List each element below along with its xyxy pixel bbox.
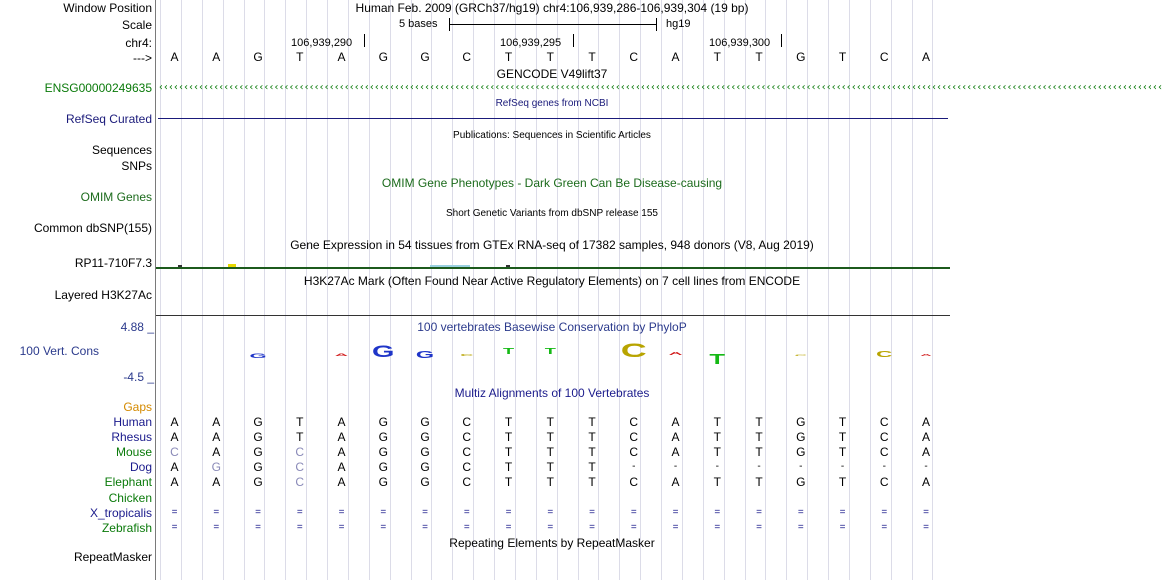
assembly-text: hg19	[666, 18, 691, 30]
logo-letter: C	[460, 353, 474, 357]
gaps-label[interactable]: Gaps	[123, 400, 152, 414]
alignment-base: =	[338, 521, 345, 533]
logo-letter: T	[709, 351, 726, 368]
coord-label: 106,939,290	[291, 37, 353, 49]
alignment-base: T	[755, 430, 763, 445]
logo-letter: C	[876, 349, 893, 359]
alignment-base: A	[921, 475, 930, 490]
publications-track-title: Publications: Sequences in Scientific Articles	[453, 130, 651, 141]
dna-base: T	[504, 50, 513, 64]
alignment-base: =	[630, 506, 637, 518]
alignment-base: G	[420, 445, 430, 460]
dna-base: T	[546, 50, 554, 64]
alignment-base: A	[671, 475, 680, 490]
alignment-base: T	[546, 415, 554, 429]
alignment-base: C	[879, 445, 889, 460]
omim-label[interactable]: OMIM Genes	[80, 190, 152, 204]
repeatmasker-label[interactable]: RepeatMasker	[73, 550, 152, 564]
h3k27ac-label[interactable]: Layered H3K27Ac	[54, 288, 152, 302]
refseq-gene-model[interactable]	[158, 118, 948, 119]
alignment-base: G	[378, 415, 388, 429]
alignment-base: T	[296, 415, 304, 429]
alignment-base: T	[504, 460, 513, 475]
alignment-base: C	[879, 475, 889, 490]
alignment-base: =	[505, 506, 512, 518]
scale-label: Scale	[121, 18, 152, 32]
alignment-base: =	[213, 521, 220, 533]
alignment-base: =	[547, 521, 554, 533]
alignment-base: G	[796, 475, 806, 490]
alignment-base: G	[420, 415, 430, 429]
alignment-base: T	[755, 415, 763, 429]
alignment-base: =	[797, 506, 804, 518]
alignment-base: =	[923, 506, 929, 518]
alignment-base: T	[713, 445, 721, 460]
alignment-base: A	[671, 430, 680, 445]
alignment-base: A	[921, 430, 930, 445]
alignment-base: T	[546, 430, 554, 445]
alignment-base: T	[713, 415, 721, 429]
alignment-base: A	[170, 475, 179, 490]
alignment-base: T	[504, 430, 513, 445]
alignment-base: C	[462, 460, 472, 475]
alignment-base: =	[171, 506, 178, 518]
cons-max-value: 4.88 _	[120, 320, 154, 334]
alignment-base: =	[714, 521, 721, 533]
refseq-label[interactable]: RefSeq Curated	[65, 112, 152, 126]
conservation-logo	[156, 334, 950, 380]
alignment-base: A	[337, 415, 346, 429]
gencode-gene-model[interactable]: ‹‹‹‹‹‹‹‹‹‹‹‹‹‹‹‹‹‹‹‹‹‹‹‹‹‹‹‹‹‹‹‹‹‹‹‹‹‹‹‹‹‹‹‹‹‹‹‹‹‹‹‹‹‹‹‹‹‹‹‹‹‹‹‹‹‹‹‹‹‹‹‹‹‹‹‹‹‹‹‹‹‹‹‹‹‹‹‹‹‹‹‹‹‹‹‹‹‹‹‹‹‹‹‹‹‹‹‹‹‹‹‹‹‹‹‹‹‹‹‹‹‹‹‹‹‹‹‹‹‹‹‹‹‹‹‹‹‹‹‹‹‹‹‹‹‹‹‹‹‹‹‹‹‹‹‹‹‹‹‹‹‹‹‹‹‹‹‹‹‹‹‹‹‹‹‹‹‹‹‹‹‹‹‹‹‹‹‹‹‹‹‹‹‹‹‹‹‹‹‹	[158, 82, 1162, 93]
coord-label: 106,939,300	[709, 37, 771, 49]
alignment-base: A	[921, 445, 930, 460]
alignment-base: A	[212, 475, 221, 490]
refseq-track-title: RefSeq genes from NCBI	[495, 98, 609, 109]
alignment-base: C	[879, 430, 889, 445]
alignment-base: A	[337, 475, 346, 490]
alignment-base: T	[713, 475, 721, 490]
alignment-base: =	[547, 506, 554, 518]
dna-base: T	[713, 50, 721, 64]
alignment-base: -	[882, 461, 886, 473]
dna-base: C	[629, 50, 639, 64]
gtex-gene-label[interactable]: RP11-710F7.3	[74, 256, 152, 270]
alignment-base: =	[171, 521, 178, 533]
alignment-base: A	[170, 415, 179, 429]
dna-base: T	[838, 50, 847, 64]
alignment-base: -	[840, 461, 845, 473]
alignment-base: T	[713, 430, 721, 445]
dbsnp-track-title: Short Genetic Variants from dbSNP release 155	[446, 208, 658, 219]
logo-letter: C	[620, 340, 647, 362]
alignment-base: A	[212, 415, 221, 429]
alignment-base: C	[462, 445, 472, 460]
gencode-track-title: GENCODE V49lift37	[496, 67, 608, 81]
alignment-base: =	[422, 506, 428, 518]
logo-letter: C	[794, 354, 807, 357]
alignment-base: G	[253, 460, 263, 475]
dna-base: A	[170, 50, 179, 64]
alignment-base: T	[588, 475, 596, 490]
alignment-base: =	[380, 521, 387, 533]
cons-label[interactable]: 100 Vert. Cons	[19, 344, 99, 358]
alignment-base: G	[211, 460, 221, 475]
alignment-base: T	[838, 445, 847, 460]
alignment-base: C	[879, 415, 889, 429]
alignment-base: C	[170, 445, 179, 460]
alignment-base: T	[838, 475, 847, 490]
logo-letter: T	[502, 346, 515, 357]
alignment-base: T	[546, 475, 554, 490]
alignment-base: G	[796, 445, 806, 460]
alignment-base: A	[921, 415, 930, 429]
alignment-base: =	[672, 506, 679, 518]
alignment-base: -	[757, 461, 761, 473]
alignment-base: C	[629, 445, 639, 460]
alignment-base: G	[796, 430, 806, 445]
alignment-base: -	[673, 461, 678, 473]
alignment-base: =	[255, 521, 261, 533]
alignment-base: C	[462, 430, 472, 445]
alignment-base: C	[629, 415, 639, 429]
dna-base: T	[755, 50, 763, 64]
logo-letter: A	[920, 353, 932, 357]
alignment-base: T	[546, 445, 554, 460]
alignment-base: T	[504, 445, 513, 460]
alignment-base: T	[838, 430, 847, 445]
species-label[interactable]: Dog	[129, 460, 152, 475]
alignment-base: C	[629, 430, 639, 445]
logo-letter: G	[415, 348, 435, 361]
alignment-base: =	[881, 521, 888, 533]
logo-letter: A	[668, 350, 683, 357]
gtex-track-title: Gene Expression in 54 tissues from GTEx RNA-seq of 17382 samples, 948 donors (V8, Aug 2019)	[290, 238, 814, 252]
alignment-base: =	[255, 506, 261, 518]
multiz-track-title: Multiz Alignments of 100 Vertebrates	[454, 386, 650, 400]
dna-base: A	[921, 50, 930, 64]
alignment-base: G	[253, 430, 263, 445]
alignment-base: T	[504, 415, 513, 429]
dna-base: A	[337, 50, 346, 64]
logo-letter: T	[544, 346, 556, 357]
alignment-base: G	[378, 430, 388, 445]
alignment-base: G	[420, 475, 430, 490]
species-label[interactable]: Human	[113, 415, 152, 429]
alignment-base: G	[420, 430, 430, 445]
h3k27ac-track-title: H3K27Ac Mark (Often Found Near Active Regulatory Elements) on 7 cell lines from ENCODE	[303, 274, 801, 288]
alignment-base: =	[296, 506, 303, 518]
alignment-base: =	[589, 521, 595, 533]
alignment-base: G	[253, 475, 263, 490]
dna-base: T	[296, 50, 304, 64]
dna-base: C	[462, 50, 472, 64]
alignment-base: =	[422, 521, 428, 533]
alignment-base: A	[170, 460, 179, 475]
alignment-base: C	[462, 415, 472, 429]
alignment-base: C	[295, 460, 305, 475]
alignment-base: A	[671, 415, 680, 429]
strand-label: --->	[133, 51, 152, 65]
alignment-base: T	[588, 445, 596, 460]
alignment-base: A	[671, 445, 680, 460]
alignment-base: =	[756, 506, 762, 518]
alignment-base: G	[253, 415, 263, 429]
dna-base: G	[378, 50, 388, 64]
repeatmasker-track-title: Repeating Elements by RepeatMasker	[449, 536, 655, 550]
gtex-track-divider	[156, 267, 950, 269]
alignment-base: G	[378, 445, 388, 460]
alignment-base: A	[212, 430, 221, 445]
dna-base: G	[253, 50, 263, 64]
dna-base: A	[671, 50, 680, 64]
alignment-base: =	[839, 521, 846, 533]
alignment-base: T	[546, 460, 554, 475]
alignment-base: =	[839, 506, 846, 518]
alignment-base: =	[756, 521, 762, 533]
alignment-base: C	[629, 475, 639, 490]
alignment-base: G	[378, 475, 388, 490]
alignment-base: -	[799, 461, 803, 473]
alignment-base: G	[378, 460, 388, 475]
alignment-base: G	[420, 460, 430, 475]
alignment-base: T	[588, 460, 596, 475]
alignment-base: T	[588, 430, 596, 445]
alignment-base: T	[755, 475, 763, 490]
logo-letter: A	[334, 352, 349, 357]
window-position-label: Window Position	[63, 1, 152, 15]
species-label[interactable]: Chicken	[108, 490, 152, 505]
alignment-base: G	[796, 415, 806, 429]
alignment-base: =	[505, 521, 512, 533]
dna-base: C	[879, 50, 889, 64]
snps-label[interactable]: SNPs	[121, 159, 152, 173]
species-label[interactable]: Zebrafish	[101, 520, 152, 535]
alignment-base: A	[337, 460, 346, 475]
sequences-label[interactable]: Sequences	[91, 143, 152, 157]
alignment-base: A	[337, 445, 346, 460]
alignment-base: =	[672, 521, 679, 533]
dna-base: G	[796, 50, 806, 64]
position-text: Human Feb. 2009 (GRCh37/hg19) chr4:106,939,286-106,939,304 (19 bp)	[355, 1, 749, 15]
alignment-base: C	[462, 475, 472, 490]
alignment-base: C	[295, 475, 305, 490]
alignment-base: T	[588, 415, 596, 429]
alignment-base: =	[714, 506, 721, 518]
alignment-base: =	[589, 506, 595, 518]
species-label[interactable]: Elephant	[104, 475, 152, 490]
alignment-base: T	[838, 415, 847, 429]
logo-letter: G	[249, 352, 267, 360]
alignment-base: T	[296, 430, 304, 445]
logo-letter: G	[372, 342, 395, 361]
alignment-base: =	[338, 506, 345, 518]
cons-min-value: -4.5 _	[123, 370, 154, 384]
alignment-base: -	[924, 461, 928, 473]
alignment-base: =	[380, 506, 387, 518]
dna-base: G	[420, 50, 430, 64]
species-label[interactable]: Mouse	[115, 445, 152, 460]
alignment-base: =	[797, 521, 804, 533]
coord-label: 106,939,295	[500, 37, 562, 49]
alignment-base: =	[213, 506, 220, 518]
alignment-base: -	[715, 461, 719, 473]
h3k27ac-baseline	[156, 315, 950, 316]
alignment-base: =	[881, 506, 888, 518]
gencode-gene-label[interactable]: ENSG00000249635	[44, 81, 152, 95]
alignment-base: A	[170, 430, 179, 445]
alignment-base: A	[337, 430, 346, 445]
alignment-base: T	[504, 475, 513, 490]
alignment-base: =	[296, 521, 303, 533]
alignment-base: A	[212, 445, 221, 460]
chrom-label: chr4:	[125, 36, 152, 50]
alignment-base: =	[463, 521, 470, 533]
alignment-base: =	[923, 521, 929, 533]
alignment-base: -	[632, 461, 636, 473]
alignment-base: =	[463, 506, 470, 518]
scale-text: 5 bases	[399, 18, 438, 30]
alignment-base: =	[630, 521, 637, 533]
cons-track-title: 100 vertebrates Basewise Conservation by PhyloP	[417, 320, 687, 334]
omim-track-title: OMIM Gene Phenotypes - Dark Green Can Be Disease-causing	[381, 176, 723, 190]
alignment-base: G	[253, 445, 263, 460]
alignment-base: T	[755, 445, 763, 460]
species-label[interactable]: X_tropicalis	[89, 505, 152, 520]
dna-base: T	[588, 50, 596, 64]
common-dbsnp-label[interactable]: Common dbSNP(155)	[33, 221, 152, 235]
alignment-base: C	[295, 445, 305, 460]
species-label[interactable]: Rhesus	[111, 430, 152, 445]
dna-base: A	[212, 50, 221, 64]
